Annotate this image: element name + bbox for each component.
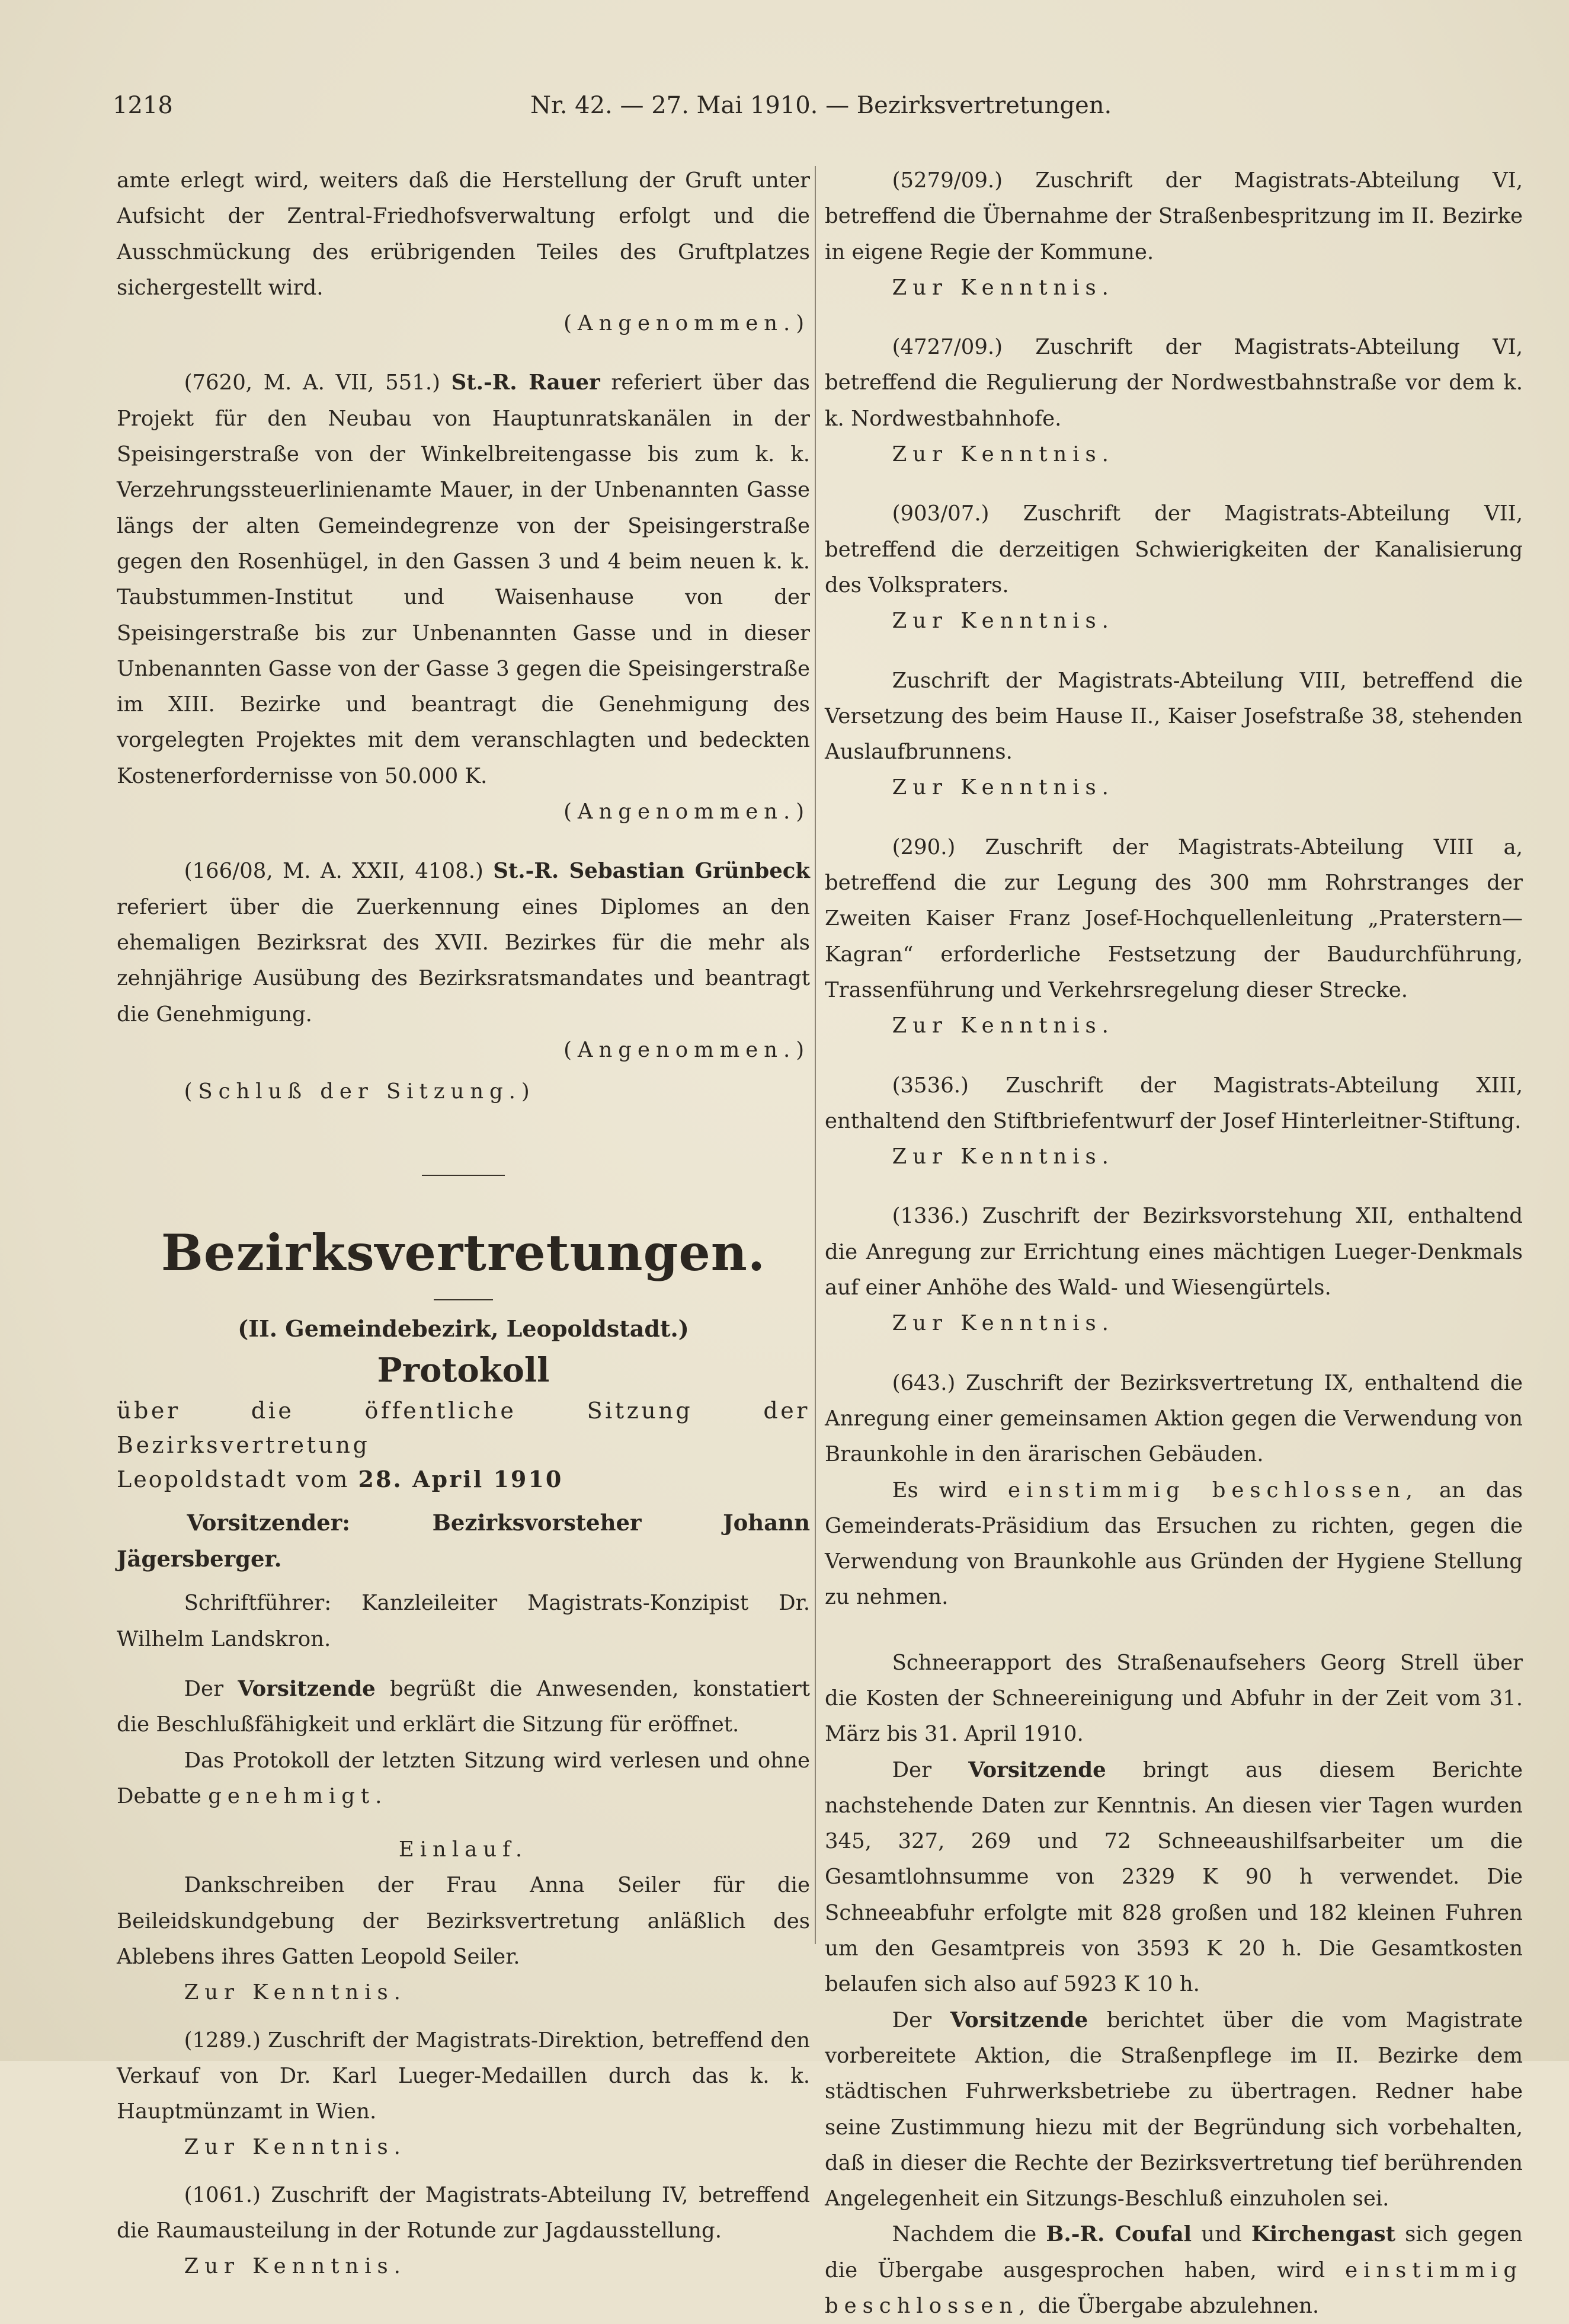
protokoll-heading: Protokoll [377,1350,550,1390]
einlauf-heading: Einlauf. [398,1837,529,1862]
zur-kenntnis: Zur Kenntnis. [892,1311,1115,1336]
protokoll-subtitle: über die öffentliche Sitzung der Bezirksvertretung [117,1397,810,1458]
vorsitzender: Vorsitzender: Bezirksvorsteher Johann Jägersberger. [117,1509,810,1572]
paragraph: Der Vorsitzende begrüßt die Anwesenden, konstatiert die Beschlußfähigkeit und erklärt die Sitzung für eröffnet. [117,1676,810,1737]
schriftfuehrer: Schriftführer: Kanzleileiter Magistrats-Konzipist Dr. Wilhelm Landskron. [117,1591,810,1651]
paragraph: (4727/09.) Zuschrift der Magistrats-Abteilung VI, betreffend die Regulierung der Nordwestbahnstraße vor dem k. k. Nordwestbahnhofe. [825,335,1523,431]
protokoll-date-line: Leopoldstadt vom 28. April 1910 [117,1465,563,1492]
left-column [117,163,810,2285]
paragraph: (3536.) Zuschrift der Magistrats-Abteilung XIII, enthaltend den Stiftbriefentwurf der Josef Hinterleitner-Stiftung. [825,1073,1523,1133]
angenommen: (Angenommen.) [563,1037,810,1062]
district-heading: (II. Gemeindebezirk, Leopoldstadt.) [238,1315,689,1342]
running-title: Nr. 42. — 27. Mai 1910. — Bezirksvertretungen. [530,92,1112,119]
zur-kenntnis: Zur Kenntnis. [184,2254,406,2279]
section-divider [422,1175,505,1176]
zur-kenntnis: Zur Kenntnis. [892,1014,1115,1038]
page-number: 1218 [113,92,173,119]
paragraph: (1061.) Zuschrift der Magistrats-Abteilung IV, betreffend die Raumausteilung in der Rotunde zur Jagdausstellung. [117,2182,810,2243]
paragraph: Der Vorsitzende bringt aus diesem Berichte nachstehende Daten zur Kenntnis. An diesen vier Tagen wurden 345, 327, 269 und 72 Schneeaushilfsarbeiter um die Gesamtlohnsumme von 2329 K 90 h verwendet. Die Schneeabfuhr erfolgte mit 828 großen und 182 kleinen Fuhren um den Gesamtpreis von 3593 K 20 h. Die Gesamtkosten belaufen sich also auf 5923 K 10 h. [825,1757,1523,1997]
paragraph: Dankschreiben der Frau Anna Seiler für die Beileidskundgebung der Bezirksvertretung anläßlich des Ablebens ihres Gatten Leopold Seiler. [117,1873,810,1969]
paragraph: Es wird einstimmig beschlossen, an das Gemeinderats-Präsidium das Ersuchen zu richten, gegen die Verwendung von Braunkohle aus Gründen der Hygiene Stellung zu nehmen. [825,1478,1523,1610]
paragraph: (1336.) Zuschrift der Bezirksvorstehung XII, enthaltend die Anregung zur Errichtung eines mächtigen Lueger-Denkmals auf einer Anhöhe des Wald- und Wiesengürtels. [825,1204,1523,1300]
page-header [113,92,1404,127]
angenommen: (Angenommen.) [563,800,810,824]
paragraph: Zuschrift der Magistrats-Abteilung VIII, betreffend die Versetzung des beim Hause II., Kaiser Josefstraße 38, stehenden Auslaufbrunnens. [825,668,1523,765]
paragraph: Das Protokoll der letzten Sitzung wird verlesen und ohne Debatte genehmigt. [117,1748,810,1808]
schluss-der-sitzung: (Schluß der Sitzung.) [184,1079,536,1104]
zur-kenntnis: Zur Kenntnis. [892,442,1115,467]
zur-kenntnis: Zur Kenntnis. [892,275,1115,300]
paragraph: (7620, M. A. VII, 551.) St.-R. Rauer referiert über das Projekt für den Neubau von Hauptunratskanälen in der Speisingerstraße von der Winkelbreitengasse bis zum k. k. Verzehrungssteuerlinienamte Mauer, in der Unbenannten Gasse längs der alten Gemeindegrenze von der Speisingerstraße gegen den Rosenhügel, in den Gassen 3 und 4 beim neuen k. k. Taubstummen-Institut und Waisenhause von der Speisingerstraße bis zur Unbenannten Gasse und in dieser Unbenannten Gasse von der Gasse 3 gegen die Speisingerstraße im XIII. Bezirke und beantragt die Genehmigung des vorgelegten Projektes mit dem veranschlagten und bedeckten Kostenerfordernisse von 50.000 K. (Angenommen.) [117,365,810,830]
paragraph: (290.) Zuschrift der Magistrats-Abteilung VIII a, betreffend die zur Legung des 300 mm Rohrstranges der Zweiten Kaiser Franz Josef-Hochquellenleitung „Praterstern—Kagran“ erforderliche Festsetzung der Baudurchführung, Trassenführung und Verkehrsregelung dieser Strecke. [825,835,1523,1002]
paragraph: (1289.) Zuschrift der Magistrats-Direktion, betreffend den Verkauf von Dr. Karl Lueger-Medaillen durch das k. k. Hauptmünzamt in Wien. [117,2028,810,2124]
paragraph: Schneerapport des Straßenaufsehers Georg Strell über die Kosten der Schneereinigung und Abfuhr in der Zeit vom 31. März bis 31. April 1910. [825,1650,1523,1747]
zur-kenntnis: Zur Kenntnis. [184,1980,406,2005]
angenommen: (Angenommen.) [563,311,810,336]
title-divider [434,1299,493,1300]
right-column [825,163,1523,2324]
zur-kenntnis: Zur Kenntnis. [892,775,1115,800]
speaker-name: St.-R. Rauer [451,370,600,395]
paragraph: (166/08, M. A. XXII, 4108.) St.-R. Sebastian Grünbeck referiert über die Zuerkennung eines Diplomes an den ehemaligen Bezirksrat des XVII. Bezirkes für die mehr als zehnjährige Ausübung des Bezirksratsmandates und beantragt die Genehmigung. (Angenommen.) [117,853,810,1068]
paragraph: Der Vorsitzende berichtet über die vom Magistrate vorbereitete Aktion, die Straßenpflege im II. Bezirke dem städtischen Fuhrwerksbetriebe zu übertragen. Redner habe seine Zustimmung hiezu mit der Begründung sich vorbehalten, daß in dieser die Rechte der Bezirksvertretung tief berührenden Angelegenheit ein Sitzungs-Beschluß einzuholen sei. [825,2007,1523,2211]
zur-kenntnis: Zur Kenntnis. [184,2135,406,2160]
paragraph: (5279/09.) Zuschrift der Magistrats-Abteilung VI, betreffend die Übernahme der Straßenbespritzung im II. Bezirke in eigene Regie der Kommune. [825,168,1523,264]
section-title: Bezirksvertretungen. [161,1223,766,1283]
speaker-name: St.-R. Sebastian Grünbeck [493,859,810,884]
zur-kenntnis: Zur Kenntnis. [892,1145,1115,1169]
zur-kenntnis: Zur Kenntnis. [892,609,1115,634]
paragraph: Nachdem die B.-R. Coufal und Kirchengast sich gegen die Übergabe ausgesprochen haben, wird einstimmig beschlossen, die Übergabe abzulehnen. [825,2222,1523,2319]
paragraph: (903/07.) Zuschrift der Magistrats-Abteilung VII, betreffend die derzeitigen Schwierigkeiten der Kanalisierung des Volkspraters. [825,501,1523,597]
paragraph: amte erlegt wird, weiters daß die Herstellung der Gruft unter Aufsicht der Zentral-Friedhofsverwaltung erfolgt und die Ausschmückung des erübrigenden Teiles des Gruftplatzes sichergestellt wird. (Angenommen.) [117,163,810,341]
column-divider [815,166,816,1944]
paragraph: (643.) Zuschrift der Bezirksvertretung IX, enthaltend die Anregung einer gemeinsamen Aktion gegen die Verwendung von Braunkohle in den ärarischen Gebäuden. [825,1370,1523,1467]
